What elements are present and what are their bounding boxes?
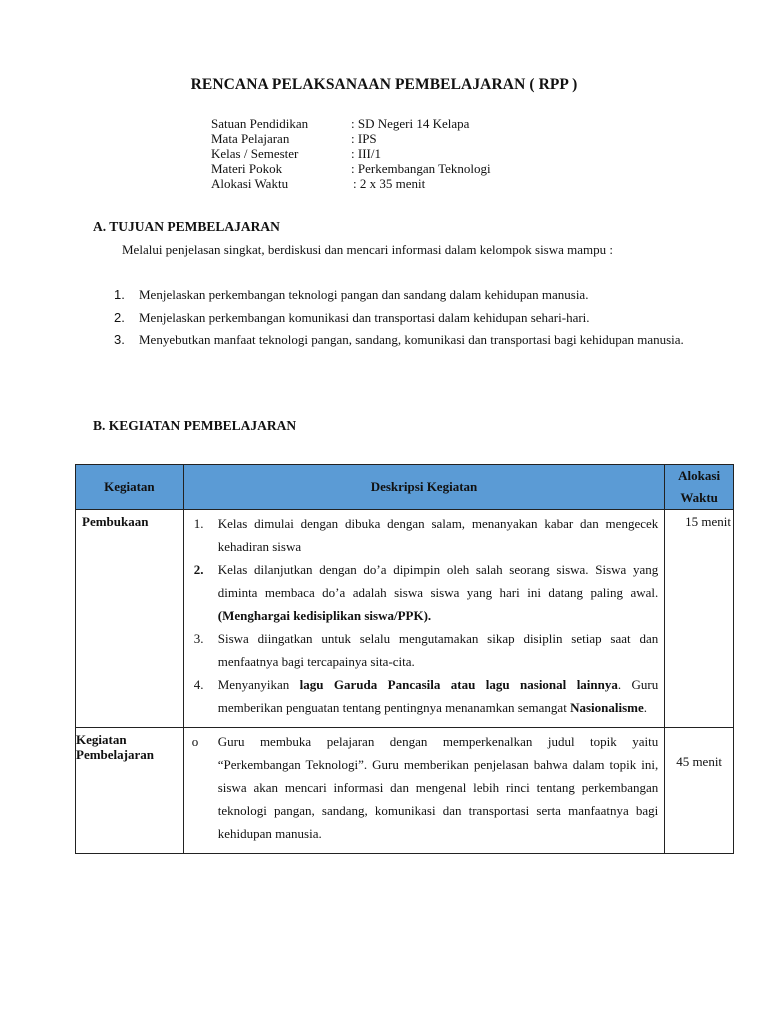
table-row [76,728,734,854]
list-item [190,627,659,673]
list-text: Menjelaskan perkembangan teknologi pangan dan sandang dalam kehidupan manusia. [139,287,589,302]
section-a-heading: A. TUJUAN PEMBELAJARAN [93,219,280,234]
info-value: : IPS [351,131,377,146]
row-kegiatan: Kegiatan Pembelajaran [76,728,184,854]
list-text: Menyebutkan manfaat teknologi pangan, sandang, komunikasi dan transportasi bagi kehidupan manusia. [139,332,684,347]
list-text: Guru membuka pelajaran dengan memperkenalkan judul topik yaitu “Perkembangan Teknologi”. Guru memberikan penjelasan bahwa dalam topik ini, siswa akan mencari informasi dan mengenal lebih rinci tentang perkembangan teknologi pangan, sandang, komunikasi dan transportasi serta manfaatnya bagi kehidupan manusia. [217,734,659,841]
info-label: Mata Pelajaran [211,131,290,146]
identity-block [211,116,491,191]
list-item [114,329,684,352]
header-deskripsi: Deskripsi Kegiatan [183,465,665,510]
list-text [218,558,659,627]
document-title: RENCANA PELAKSANAAN PEMBELAJARAN ( RPP ) [190,76,578,93]
table-row [76,510,734,728]
list-number: 1. [114,287,125,302]
info-row [211,131,491,146]
list-item [114,307,684,330]
info-value: : Perkembangan Teknologi [351,161,491,176]
item-bold-text: lagu Garuda Pancasila atau lagu nasional lainnya [299,677,618,692]
row-kegiatan: Pembukaan [76,510,184,728]
list-item [190,558,659,627]
table-header-row [76,465,734,510]
header-kegiatan: Kegiatan [76,465,184,510]
info-label: Satuan Pendidikan [211,116,309,131]
item-bold-text: Nasionalisme [570,700,644,715]
row-alokasi: 15 menit [665,510,734,728]
bullet-circle: o [191,734,199,749]
info-row [211,161,491,176]
info-value: : SD Negeri 14 Kelapa [351,116,470,131]
info-label: Kelas / Semester [211,146,299,161]
item-bold-text: (Menghargai kedisiplikan siswa/PPK). [217,608,432,623]
section-b-heading: B. KEGIATAN PEMBELAJARAN [93,418,297,433]
info-value: : III/1 [351,146,381,161]
list-number: 2. [193,562,204,577]
row-deskripsi [183,728,665,854]
list-item [114,284,684,307]
list-item [190,673,659,719]
list-text [218,673,659,719]
info-row [211,146,491,161]
row-deskripsi [183,510,665,728]
item-text: . [643,700,647,715]
info-value: : 2 x 35 menit [353,176,426,191]
list-item [190,730,659,845]
list-text: Siswa diingatkan untuk selalu mengutamakan sikap disiplin setiap saat dan menfaatnya bagi tercapainya sita-cita. [217,631,659,669]
item-text: . Guru memberikan penguatan tentang pentingnya menanamkan semangat [217,677,659,715]
list-number: 1. [193,516,204,531]
list-number: 2. [114,309,125,325]
row-alokasi: 45 menit [665,728,734,854]
list-text: Kelas dimulai dengan dibuka dengan salam, menanyakan kabar dan mengecek kehadiran siswa [217,516,659,554]
objectives-list [114,284,684,352]
header-alokasi: Alokasi Waktu [665,465,734,510]
info-label: Alokasi Waktu [211,176,289,191]
list-number: 3. [193,631,204,646]
list-number: 4. [193,677,204,692]
info-row [211,116,491,131]
info-row [211,176,491,191]
section-a-intro: Melalui penjelasan singkat, berdiskusi dan mencari informasi dalam kelompok siswa mampu : [122,242,613,257]
item-text: Menyanyikan [217,677,300,692]
activities-table [75,464,734,854]
list-item [190,512,659,558]
item-text: Kelas dilanjutkan dengan do’a dipimpin oleh salah seorang siswa. Siswa yang diminta membaca do’a adalah siswa siswa yang hari ini datang paling awal. [217,562,659,600]
list-number: 3. [114,332,125,347]
list-text: Menjelaskan perkembangan komunikasi dan transportasi dalam kehidupan sehari-hari. [139,309,590,325]
info-label: Materi Pokok [211,161,283,176]
